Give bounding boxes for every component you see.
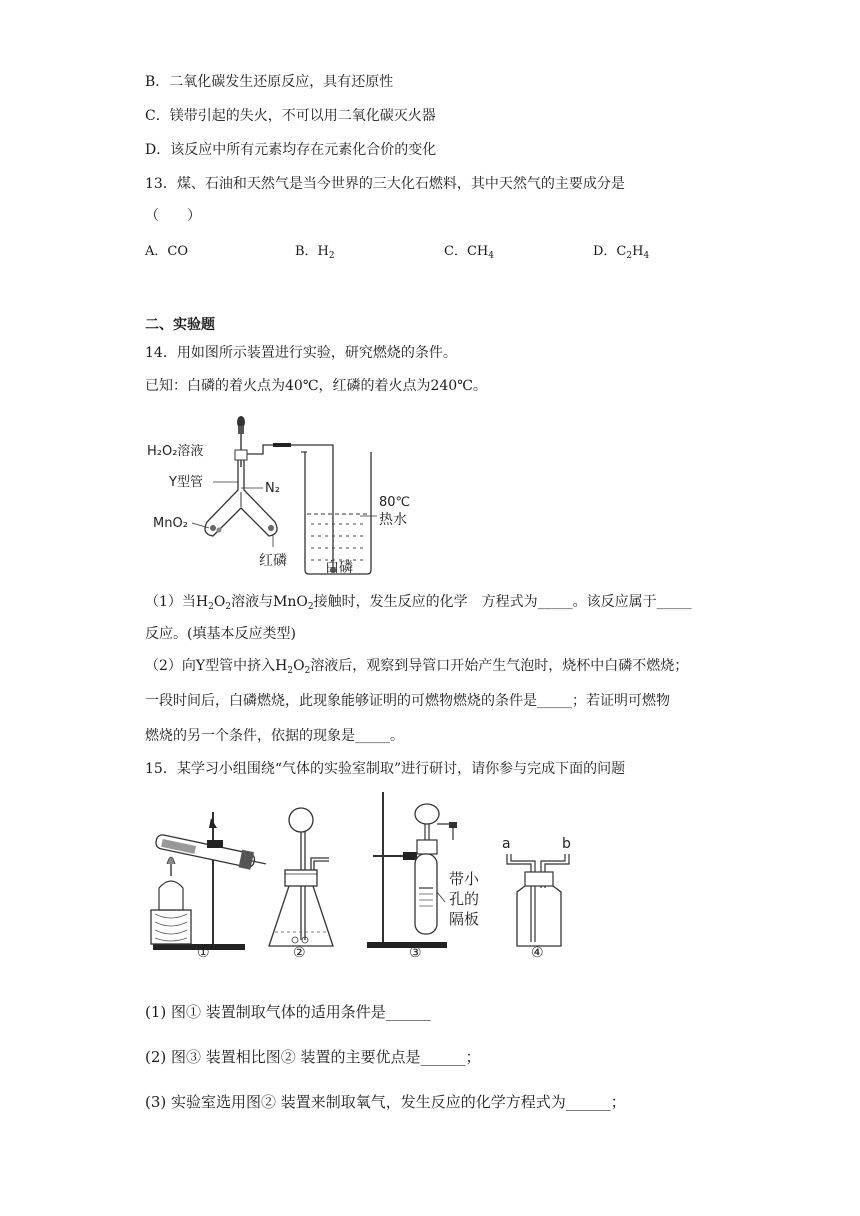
apparatus-2-label: ② (293, 945, 306, 961)
q13-option-b: B．$H_2$ (295, 244, 335, 261)
label-hot-water: 热水 (379, 512, 407, 528)
q13-answer-paren: （ ） (145, 208, 201, 224)
label-y-tube: Y型管 (169, 475, 203, 490)
q14-stem: 14．用如图所示装置进行实验，研究燃烧的条件。 (145, 345, 457, 361)
q15-sub3: (3) 实验室选用图② 装置来制取氧气，发生反应的化学方程式为______； (145, 1093, 626, 1111)
gas-apparatus-figure (145, 792, 585, 962)
label-h2o2-solution: H₂O₂溶液 (147, 444, 204, 459)
tube-b-label: b (562, 836, 571, 852)
q13-stem: 13．煤、石油和天然气是当今世界的三大化石燃料，其中天然气的主要成分是 (145, 176, 625, 192)
q14-part2-line2: 一段时间后，白磷燃烧，此现象能够证明的可燃物燃烧的条件是_____；若证明可燃物 (145, 693, 670, 709)
q15-sub1: (1) 图① 装置制取气体的适用条件是______ (145, 1003, 431, 1021)
label-80c: 80℃ (379, 495, 411, 510)
q14-part1-line2: 反应。(填基本反应类型) (145, 626, 296, 642)
plate-label-line2: 孔的 (449, 890, 480, 908)
label-red-phosphorus: 红磷 (259, 553, 287, 569)
section-title: 二、实验题 (145, 317, 215, 333)
q15-stem: 15．某学习小组围绕“气体的实验室制取”进行研讨，请你参与完成下面的问题 (145, 761, 626, 777)
label-n2: N₂ (265, 481, 280, 496)
q13-option-a: A．CO (145, 244, 188, 259)
plate-label-line1: 带小 (449, 870, 480, 888)
q14-part2-line3: 燃烧的另一个条件，依据的现象是_____。 (145, 728, 404, 744)
q14-part1-line1: （1）当$H_2O_2$溶液与MnO$_2$接触时，发生反应的化学 方程式为_____。该反应属于_____ (145, 594, 692, 612)
apparatus-1-label: ① (197, 945, 210, 961)
q15-sub2: (2) 图③ 装置相比图② 装置的主要优点是______； (145, 1048, 481, 1066)
label-white-phosphorus: 白磷 (325, 560, 353, 576)
q14-known-condition: 已知：白磷的着火点为40℃，红磷的着火点为240℃。 (145, 378, 487, 394)
tube-a-label: a (502, 836, 511, 852)
q13-option-d: D．$C_2H_4$ (593, 244, 650, 261)
q12-option-d: D．该反应中所有元素均存在元素化合价的变化 (145, 142, 437, 158)
combustion-apparatus-figure (145, 412, 435, 582)
q14-part2-line1: （2）向Y型管中挤入$H_2O_2$溶液后，观察到导管口开始产生气泡时，烧杯中白磷不燃烧； (145, 658, 689, 676)
apparatus-4-label: ④ (531, 945, 544, 961)
label-mno2: MnO₂ (153, 516, 188, 531)
q12-option-c: C．镁带引起的失火，不可以用二氧化碳灭火器 (145, 108, 436, 124)
plate-label-line3: 隔板 (449, 910, 480, 928)
q13-option-c: C．$CH_4$ (444, 244, 494, 261)
apparatus-3-label: ③ (409, 945, 422, 961)
q12-option-b: B．二氧化碳发生还原反应，具有还原性 (145, 74, 394, 90)
